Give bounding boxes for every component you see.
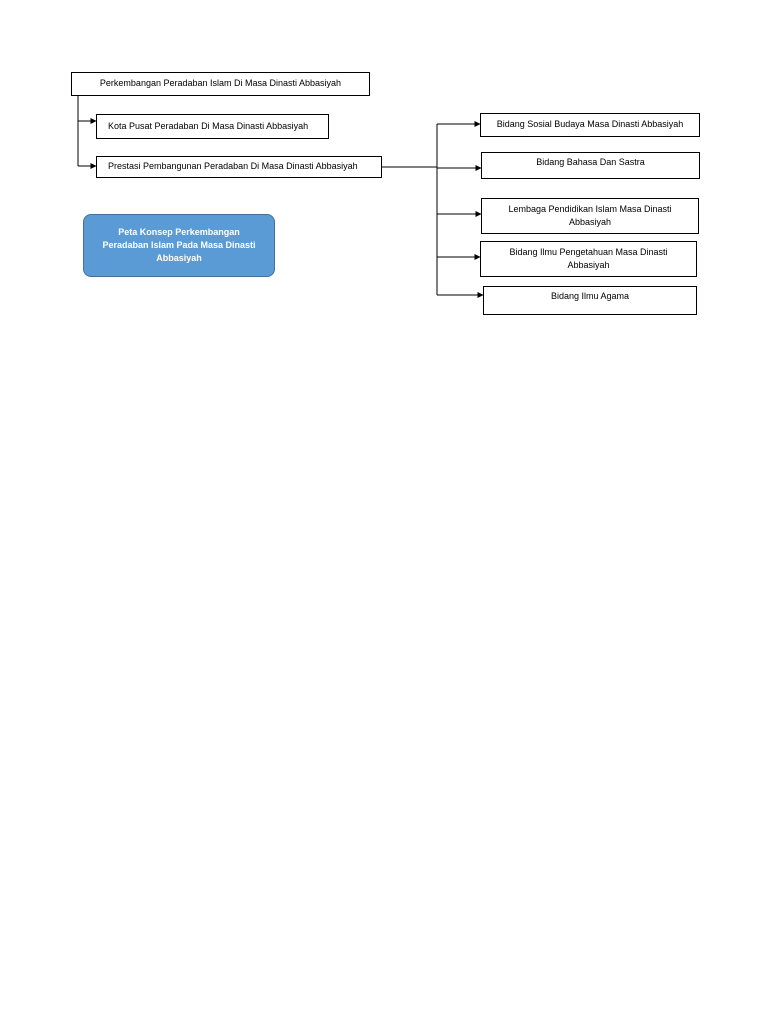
field-node-4-label: Bidang Ilmu Pengetahuan Masa Dinasti Abbasiyah — [509, 246, 668, 270]
field-node-2 — [481, 152, 700, 179]
city-node — [96, 114, 329, 139]
field-node-3 — [481, 198, 699, 234]
field-node-5 — [483, 286, 697, 315]
concept-map-caption-label: Peta Konsep Perkembangan Peradaban Islam Pada Masa Dinasti Abbasiyah — [102, 226, 256, 264]
field-node-2-label: Bidang Bahasa Dan Sastra — [536, 157, 645, 167]
field-node-1 — [480, 113, 700, 137]
achievements-node — [96, 156, 382, 178]
field-node-4 — [480, 241, 697, 277]
root-node-label: Perkembangan Peradaban Islam Di Masa Dinasti Abbasiyah — [99, 78, 342, 89]
city-node-label: Kota Pusat Peradaban Di Masa Dinasti Abbasiyah — [108, 120, 309, 131]
field-node-5-label: Bidang Ilmu Agama — [550, 291, 630, 301]
concept-map-caption — [83, 214, 275, 277]
achievements-node-label: Prestasi Pembangunan Peradaban Di Masa Dinasti Abbasiyah — [108, 161, 358, 172]
field-node-1-label: Bidang Sosial Budaya Masa Dinasti Abbasiyah — [496, 119, 684, 130]
root-node — [71, 72, 370, 96]
field-node-3-label: Lembaga Pendidikan Islam Masa Dinasti Abbasiyah — [508, 203, 672, 227]
